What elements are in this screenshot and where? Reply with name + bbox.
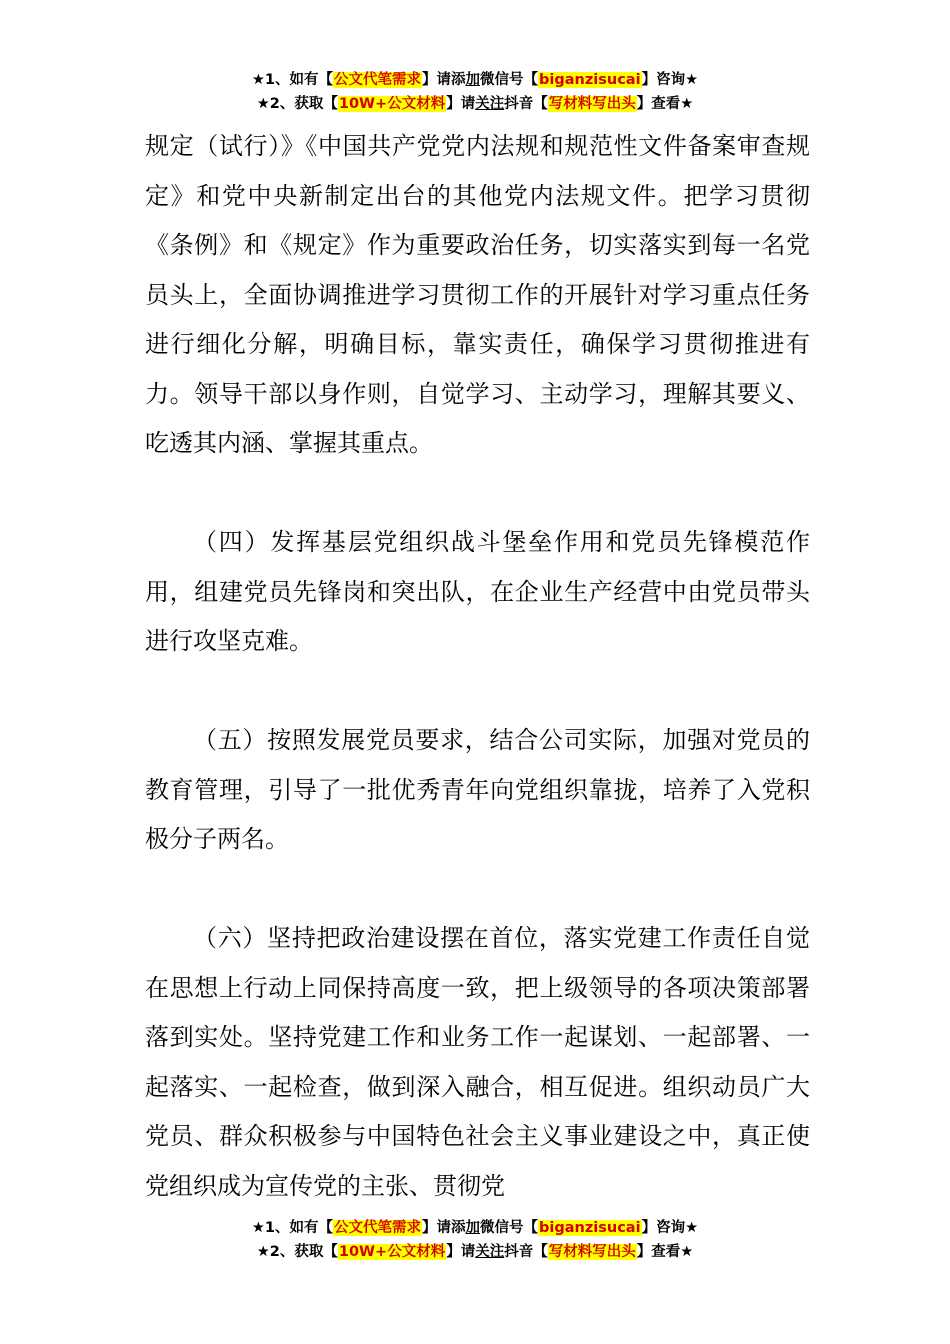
- paragraph-item-5: （五）按照发展党员要求，结合公司实际，加强对党员的教育管理，引导了一批优秀青年向党组织靠拢，培养了入党积极分子两名。: [145, 726, 810, 853]
- banner-highlight-douyin: 写材料写出头: [548, 96, 636, 112]
- banner-highlight-wechat-id: biganzisucai: [539, 72, 641, 88]
- footer-banner: [0, 1216, 950, 1264]
- paragraph-item-4: （四）发挥基层党组织战斗堡垒作用和党员先锋模范作用，组建党员先锋岗和突出队，在企业生产经营中由党员带头进行攻坚克难。: [145, 528, 810, 655]
- footer-highlight-wechat-id: biganzisucai: [539, 1220, 641, 1236]
- footer-banner-line-2: ★2、获取【10W+公文材料】请关注抖音【写材料写出头】查看★: [256, 1244, 694, 1260]
- footer-highlight-service: 公文代笔需求: [334, 1220, 422, 1236]
- banner-line-2: ★2、获取【10W+公文材料】请关注抖音【写材料写出头】查看★: [256, 96, 694, 112]
- paragraph-continued: 规定（试行）》《中国共产党党内法规和规范性文件备案审查规定》和党中央新制定出台的其他党内法规文件。把学习贯彻《条例》和《规定》作为重要政治任务，切实落实到每一名党员头上，全面协调推进学习贯彻工作的开展针对学习重点任务进行细化分解，明确目标，靠实责任，确保学习贯彻推进有力。领导干部以身作则，自觉学习、主动学习，理解其要义、吃透其内涵、掌握其重点。: [145, 132, 810, 457]
- header-banner: [0, 68, 950, 116]
- footer-highlight-douyin: 写材料写出头: [548, 1244, 636, 1260]
- footer-banner-line-1: ★1、如有【公文代笔需求】请添加微信号【biganzisucai】咨询★: [251, 1220, 699, 1236]
- banner-line-1: ★1、如有【公文代笔需求】请添加微信号【biganzisucai】咨询★: [251, 72, 699, 88]
- banner-highlight-materials: 10W+公文材料: [338, 96, 446, 112]
- footer-highlight-materials: 10W+公文材料: [338, 1244, 446, 1260]
- document-body: [145, 122, 810, 1211]
- paragraph-item-6: （六）坚持把政治建设摆在首位，落实党建工作责任自觉在思想上行动上同保持高度一致，把上级领导的各项决策部署落到实处。坚持党建工作和业务工作一起谋划、一起部署、一起落实、一起检查，做到深入融合，相互促进。组织动员广大党员、群众积极参与中国特色社会主义事业建设之中，真正使党组织成为宣传党的主张、贯彻党: [145, 924, 810, 1200]
- banner-highlight-service: 公文代笔需求: [334, 72, 422, 88]
